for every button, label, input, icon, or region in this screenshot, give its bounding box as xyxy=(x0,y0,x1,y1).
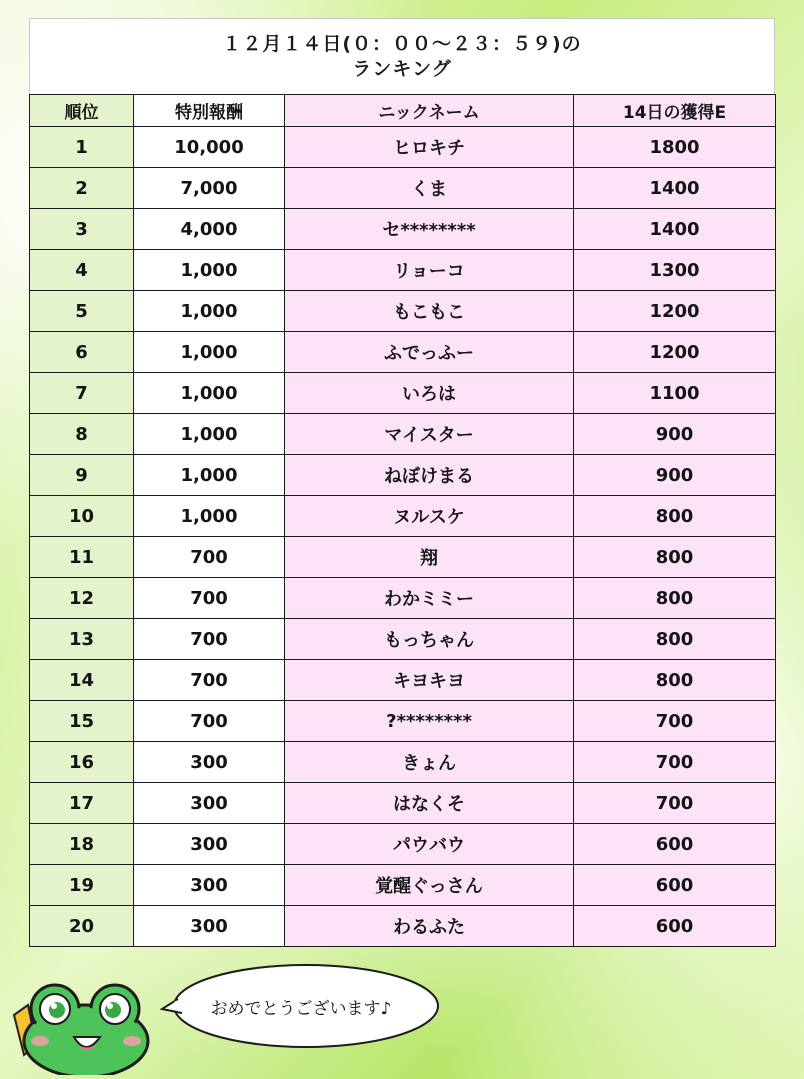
reward-cell: 1,000 xyxy=(134,250,285,291)
rank-cell: 16 xyxy=(30,742,134,783)
score-cell: 700 xyxy=(574,783,776,824)
score-cell: 800 xyxy=(574,619,776,660)
score-cell: 800 xyxy=(574,578,776,619)
score-cell: 900 xyxy=(574,455,776,496)
rank-cell: 15 xyxy=(30,701,134,742)
rank-cell: 11 xyxy=(30,537,134,578)
score-cell: 600 xyxy=(574,906,776,947)
column-header-nickname: ニックネーム xyxy=(285,95,574,127)
table-row xyxy=(30,742,776,783)
table-row xyxy=(30,209,776,250)
reward-cell: 700 xyxy=(134,660,285,701)
reward-cell: 700 xyxy=(134,578,285,619)
table-row xyxy=(30,168,776,209)
nickname-cell: キヨキヨ xyxy=(285,660,574,701)
reward-cell: 700 xyxy=(134,537,285,578)
ranking-panel xyxy=(29,18,775,947)
reward-cell: 1,000 xyxy=(134,455,285,496)
nickname-cell: わるふた xyxy=(285,906,574,947)
nickname-cell: 翔 xyxy=(285,537,574,578)
reward-cell: 4,000 xyxy=(134,209,285,250)
mascot-area xyxy=(0,955,804,1079)
table-row xyxy=(30,865,776,906)
score-cell: 800 xyxy=(574,660,776,701)
rank-cell: 8 xyxy=(30,414,134,455)
reward-cell: 300 xyxy=(134,906,285,947)
rank-cell: 3 xyxy=(30,209,134,250)
ranking-table xyxy=(29,94,776,947)
table-row xyxy=(30,783,776,824)
nickname-cell: ヒロキチ xyxy=(285,127,574,168)
nickname-cell: いろは xyxy=(285,373,574,414)
nickname-cell: わかミミー xyxy=(285,578,574,619)
column-header-score: 14日の獲得E xyxy=(574,95,776,127)
ranking-title xyxy=(29,18,775,94)
reward-cell: 300 xyxy=(134,865,285,906)
nickname-cell: マイスター xyxy=(285,414,574,455)
score-cell: 1800 xyxy=(574,127,776,168)
ranking-title-line2: ランキング xyxy=(352,57,452,80)
table-row xyxy=(30,701,776,742)
score-cell: 900 xyxy=(574,414,776,455)
ranking-title-line1: １２月１４日(０：００～２３：５９)の xyxy=(222,32,582,55)
score-cell: 700 xyxy=(574,701,776,742)
reward-cell: 1,000 xyxy=(134,332,285,373)
reward-cell: 1,000 xyxy=(134,291,285,332)
reward-cell: 7,000 xyxy=(134,168,285,209)
rank-cell: 20 xyxy=(30,906,134,947)
rank-cell: 2 xyxy=(30,168,134,209)
rank-cell: 14 xyxy=(30,660,134,701)
table-row xyxy=(30,537,776,578)
reward-cell: 1,000 xyxy=(134,496,285,537)
rank-cell: 9 xyxy=(30,455,134,496)
rank-cell: 1 xyxy=(30,127,134,168)
table-row xyxy=(30,619,776,660)
ranking-rows xyxy=(30,127,776,947)
nickname-cell: ヌルスケ xyxy=(285,496,574,537)
reward-cell: 10,000 xyxy=(134,127,285,168)
score-cell: 1100 xyxy=(574,373,776,414)
table-row xyxy=(30,660,776,701)
table-row xyxy=(30,455,776,496)
rank-cell: 12 xyxy=(30,578,134,619)
rank-cell: 10 xyxy=(30,496,134,537)
nickname-cell: リョーコ xyxy=(285,250,574,291)
rank-cell: 7 xyxy=(30,373,134,414)
nickname-cell: はなくそ xyxy=(285,783,574,824)
score-cell: 600 xyxy=(574,865,776,906)
table-row xyxy=(30,414,776,455)
score-cell: 700 xyxy=(574,742,776,783)
ranking-header-row xyxy=(30,95,776,127)
reward-cell: 300 xyxy=(134,824,285,865)
reward-cell: 700 xyxy=(134,701,285,742)
table-row xyxy=(30,373,776,414)
reward-cell: 1,000 xyxy=(134,414,285,455)
rank-cell: 19 xyxy=(30,865,134,906)
score-cell: 600 xyxy=(574,824,776,865)
nickname-cell: もっちゃん xyxy=(285,619,574,660)
reward-cell: 300 xyxy=(134,783,285,824)
nickname-cell: セ******** xyxy=(285,209,574,250)
score-cell: 1400 xyxy=(574,209,776,250)
nickname-cell: 覚醒ぐっさん xyxy=(285,865,574,906)
column-header-rank: 順位 xyxy=(30,95,134,127)
nickname-cell: もこもこ xyxy=(285,291,574,332)
score-cell: 1300 xyxy=(574,250,776,291)
rank-cell: 4 xyxy=(30,250,134,291)
table-row xyxy=(30,906,776,947)
speech-bubble-text: おめでとうございます♪ xyxy=(210,998,392,1019)
table-row xyxy=(30,578,776,619)
reward-cell: 300 xyxy=(134,742,285,783)
rank-cell: 17 xyxy=(30,783,134,824)
score-cell: 1400 xyxy=(574,168,776,209)
table-row xyxy=(30,496,776,537)
rank-cell: 6 xyxy=(30,332,134,373)
nickname-cell: パウバウ xyxy=(285,824,574,865)
score-cell: 1200 xyxy=(574,291,776,332)
table-row xyxy=(30,127,776,168)
table-row xyxy=(30,824,776,865)
score-cell: 800 xyxy=(574,496,776,537)
table-row xyxy=(30,291,776,332)
score-cell: 800 xyxy=(574,537,776,578)
reward-cell: 700 xyxy=(134,619,285,660)
column-header-reward: 特別報酬 xyxy=(134,95,285,127)
nickname-cell: ?******** xyxy=(285,701,574,742)
rank-cell: 18 xyxy=(30,824,134,865)
table-row xyxy=(30,250,776,291)
nickname-cell: ふでっふー xyxy=(285,332,574,373)
nickname-cell: きょん xyxy=(285,742,574,783)
table-row xyxy=(30,332,776,373)
rank-cell: 5 xyxy=(30,291,134,332)
score-cell: 1200 xyxy=(574,332,776,373)
rank-cell: 13 xyxy=(30,619,134,660)
frog-mascot-icon xyxy=(10,975,160,1075)
nickname-cell: ねぼけまる xyxy=(285,455,574,496)
nickname-cell: くま xyxy=(285,168,574,209)
reward-cell: 1,000 xyxy=(134,373,285,414)
